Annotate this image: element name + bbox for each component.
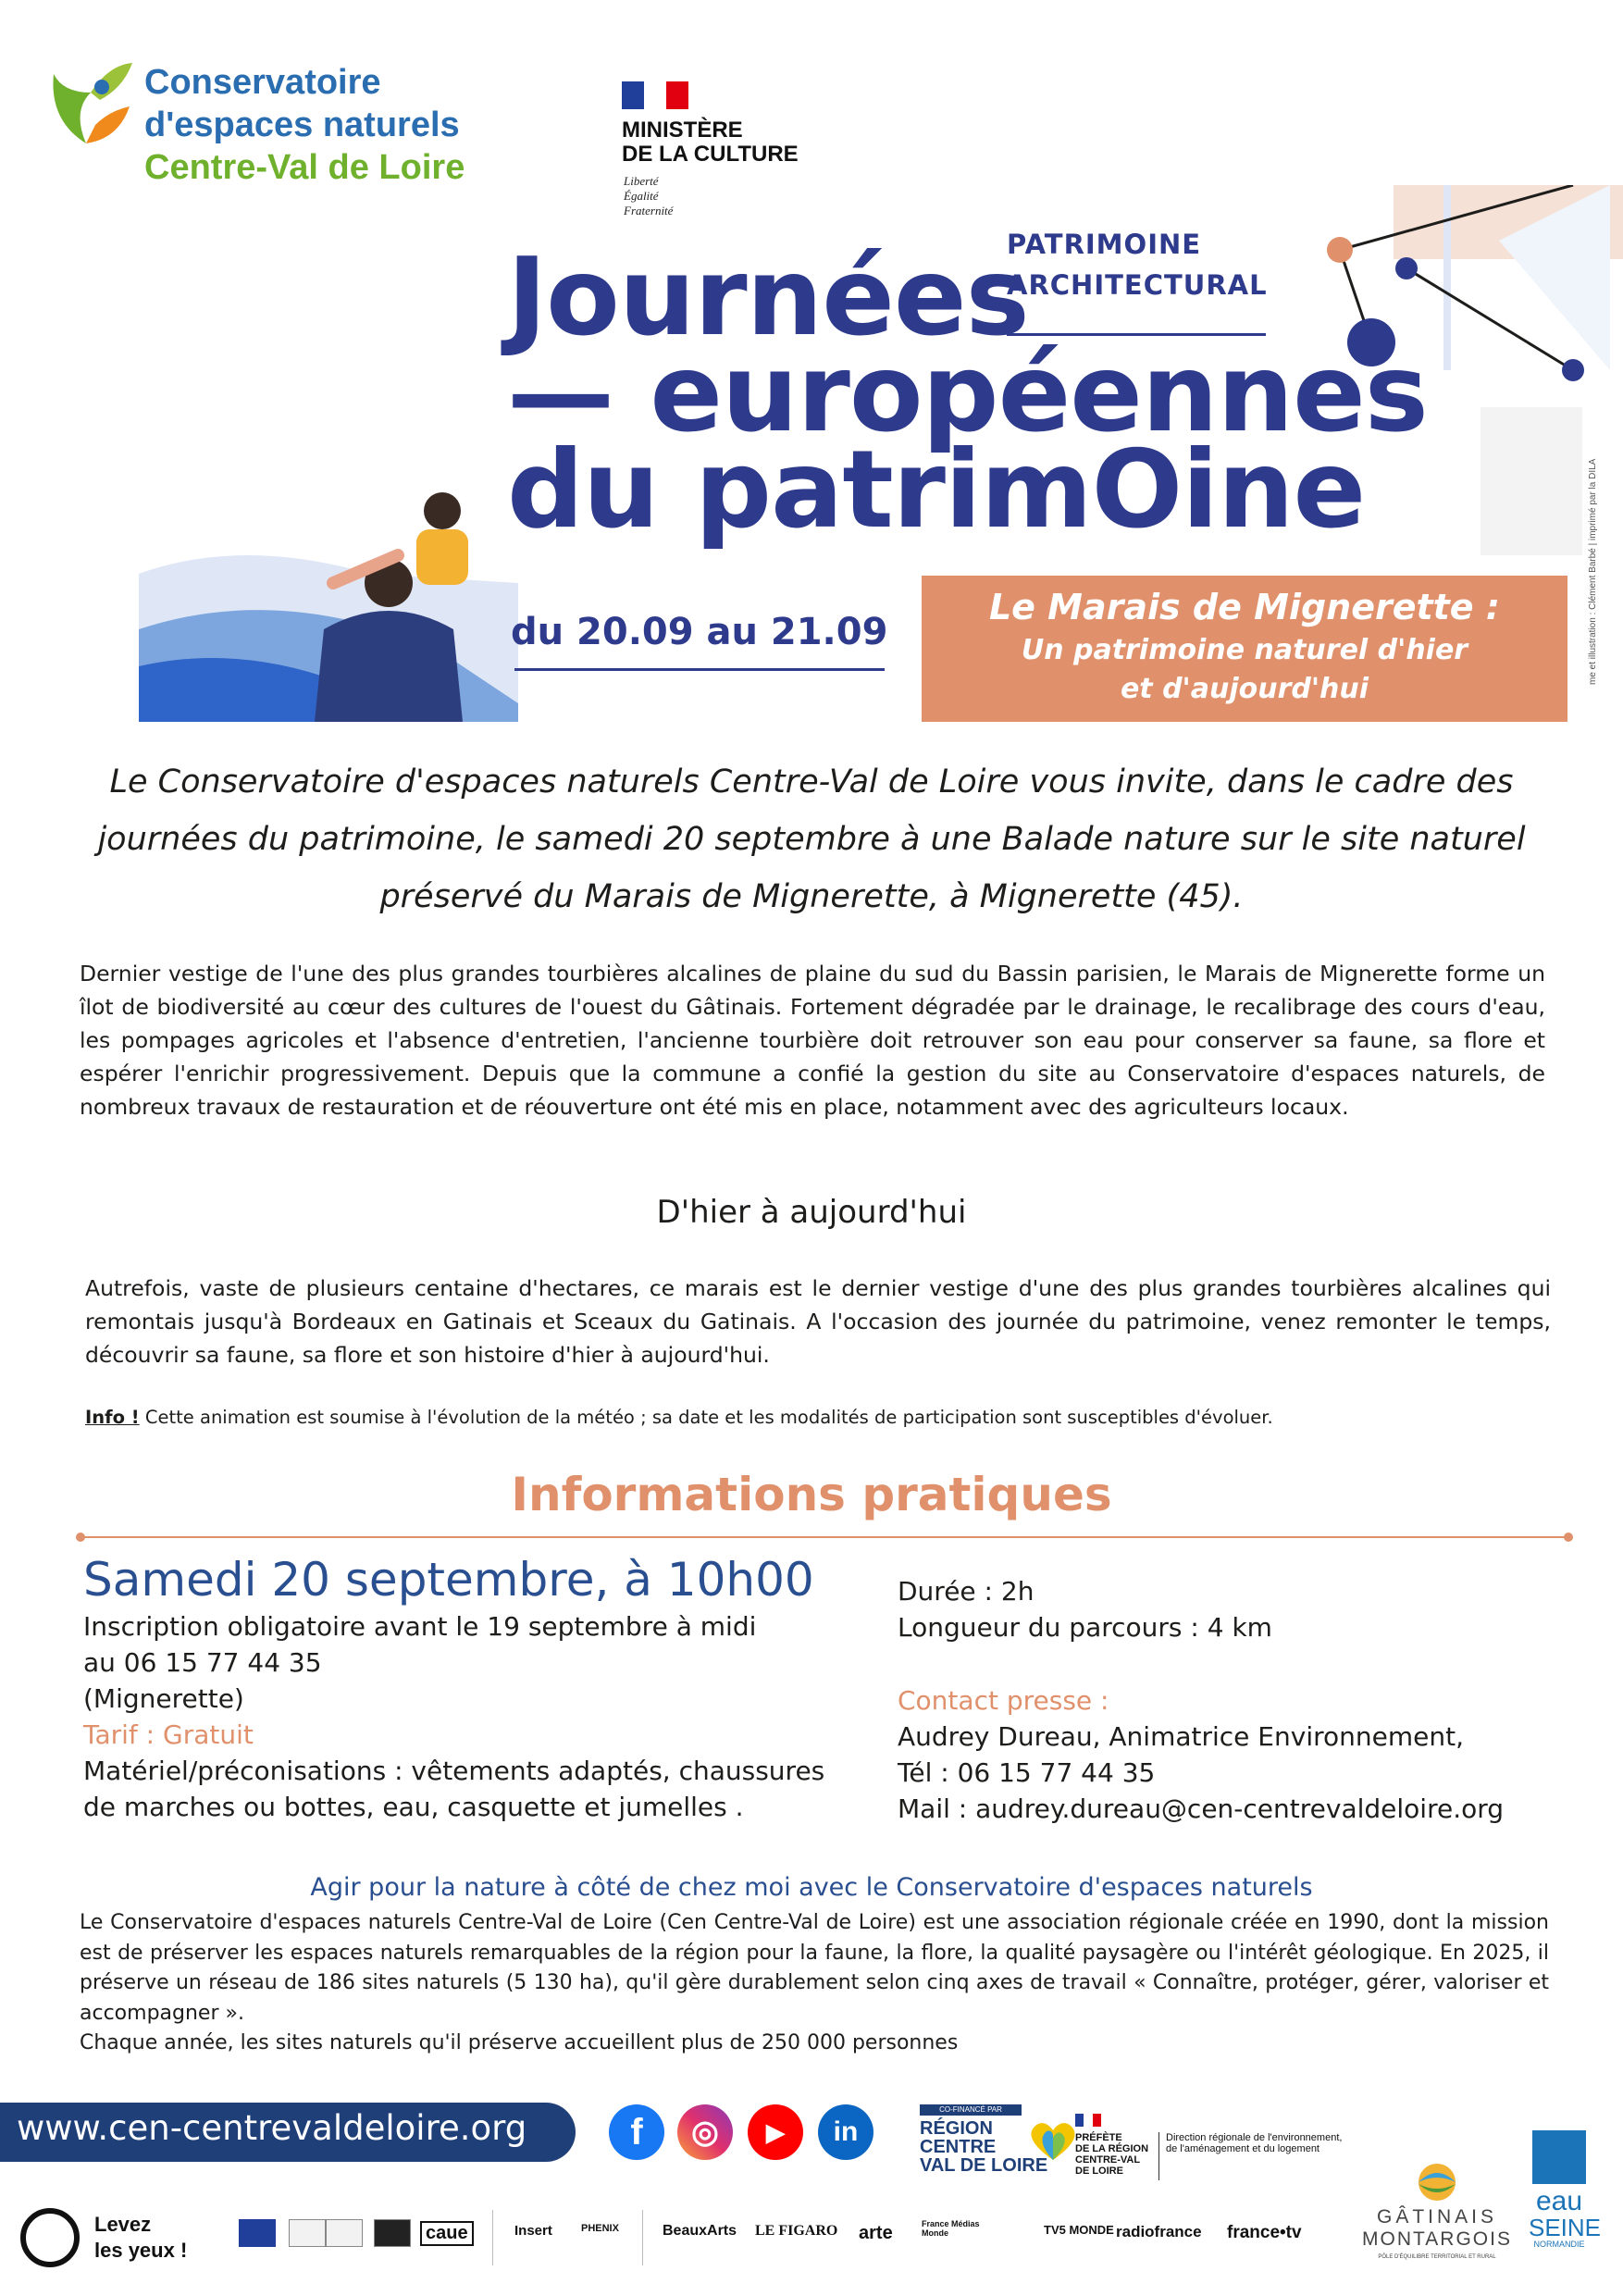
info-note xyxy=(85,1407,1273,1428)
eau-line1: eau xyxy=(1535,2186,1583,2216)
france-media-monde-logo: France Médias Monde xyxy=(922,2219,980,2238)
ministere-name xyxy=(622,118,799,167)
motto-liberte: Liberté xyxy=(624,174,659,188)
phenix-logo: PHENIX xyxy=(581,2223,619,2234)
about-heading: Agir pour la nature à côté de chez moi avec le Conservatoire d'espaces naturels xyxy=(310,1873,1313,1902)
cen-logo-line2: d'espaces naturels xyxy=(144,105,460,144)
practical-left-column xyxy=(83,1551,879,1825)
tv5-monde-logo: TV5 MONDE xyxy=(1044,2223,1114,2237)
ministere-line2: DE LA CULTURE xyxy=(622,142,799,167)
website-link[interactable] xyxy=(0,2103,576,2162)
partner-separator xyxy=(492,2210,493,2265)
event-subtitle-line1: Un patrimoine naturel d'hier xyxy=(1021,634,1468,666)
inscription-line1: Inscription obligatoire avant le 19 septembre à midi xyxy=(83,1611,757,1642)
region-heart-icon xyxy=(1027,2119,1079,2162)
event-place: (Mignerette) xyxy=(83,1683,244,1714)
contact-tel[interactable]: Tél : 06 15 77 44 35 xyxy=(898,1757,1156,1788)
gatinais-line2: MONTARGOIS xyxy=(1362,2228,1512,2250)
website-url[interactable]: www.cen-centrevaldeloire.org xyxy=(17,2108,527,2148)
region-line2: CENTRE xyxy=(920,2137,997,2157)
prefet-line1: PRÉFÈTE xyxy=(1075,2132,1122,2143)
beauxarts-logo: BeauxArts xyxy=(663,2223,737,2239)
event-subtitle xyxy=(922,631,1567,709)
about-text xyxy=(80,1908,1549,2059)
facebook-glyph: f xyxy=(630,2112,643,2153)
jep-subtitle-line2: ARCHITECTURAL xyxy=(1007,269,1268,301)
cen-logo-line1: Conservatoire xyxy=(144,63,381,102)
marianne-small-icon xyxy=(1075,2114,1101,2127)
duree: Durée : 2h xyxy=(898,1576,1035,1607)
contact-heading: Contact presse : xyxy=(898,1685,1109,1716)
gatinais-line3: PÔLE D'ÉQUILIBRE TERRITORIAL ET RURAL xyxy=(1378,2254,1496,2260)
region-line3: VAL DE LOIRE xyxy=(920,2155,1048,2176)
dreal-line2: de l'aménagement et du logement xyxy=(1166,2143,1319,2154)
eu-flag-icon xyxy=(239,2219,276,2247)
arte-logo: arte xyxy=(859,2223,893,2243)
eau-line3: NORMANDIE xyxy=(1533,2240,1585,2249)
event-title-box xyxy=(922,576,1567,722)
figaro-logo: LE FIGARO xyxy=(755,2223,838,2239)
caue-logo: caue xyxy=(420,2221,474,2246)
dreal-text xyxy=(1166,2132,1342,2154)
prefet-line2: DE LA RÉGION xyxy=(1075,2143,1149,2154)
jep-subtitle-line1: PATRIMOINE xyxy=(1007,229,1202,260)
inscription-line2: au 06 15 77 44 35 xyxy=(83,1647,322,1678)
prefet-line4: DE LOIRE xyxy=(1075,2166,1123,2177)
youtube-icon[interactable] xyxy=(748,2104,803,2160)
radiofrance-logo: radiofrance xyxy=(1116,2223,1202,2240)
info-label: Info ! xyxy=(85,1407,140,1428)
eau-line2: SEINE xyxy=(1529,2214,1602,2241)
contact-mail[interactable]: Mail : audrey.dureau@cen-centrevaldeloire.org xyxy=(898,1793,1505,1824)
region-line1: RÉGION xyxy=(920,2118,993,2139)
jep-title xyxy=(507,235,1428,552)
youtube-glyph: ▶ xyxy=(766,2118,785,2146)
materiel-line2: de marches ou bottes, eau, casquette et jumelles . xyxy=(83,1792,744,1822)
conseil-europe-icon xyxy=(326,2219,363,2247)
gatinais-line1: GÂTINAIS xyxy=(1376,2206,1498,2228)
levez-line2: les yeux ! xyxy=(94,2239,188,2262)
section-heading-hier: D'hier à aujourd'hui xyxy=(656,1194,967,1231)
prefet-separator xyxy=(1158,2132,1159,2180)
materiel-line1: Matériel/préconisations : vêtements adaptés, chaussures xyxy=(83,1756,825,1786)
intro-text: Le Conservatoire d'espaces naturels Centre-Val de Loire vous invite, dans le cadre des journées du patrimoine, le samedi 20 septembre à une Balade nature sur le site naturel préservé du Marais de Mignerette, à Mignerette (45). xyxy=(97,763,1526,915)
eau-emblem-icon xyxy=(1532,2130,1586,2184)
tarif-label: Tarif xyxy=(83,1719,138,1750)
contact-name: Audrey Dureau, Animatrice Environnement, xyxy=(898,1721,1464,1752)
jep-title-line2: — européennes xyxy=(507,331,1428,456)
eye-icon xyxy=(20,2208,80,2267)
ministere-line1: MINISTÈRE xyxy=(622,118,743,143)
motto-fraternite: Fraternité xyxy=(624,204,674,217)
levez-les-yeux-logo xyxy=(20,2204,215,2271)
practical-right-column xyxy=(898,1573,1582,1827)
dates-underline xyxy=(514,668,885,671)
prefet-line3: CENTRE-VAL xyxy=(1075,2154,1141,2166)
paragraph-hier: Autrefois, vaste de plusieurs centaine d'hectares, ce marais est le dernier vestige d'une des plus grandes tourbières alcalines qui remontais jusqu'à Bordeaux en Gatinais et Sceaux du Gatinais. A l'occasion des journée du patrimoine, venez remonter le temps, découvrir sa faune, sa flore et son histoire d'hier à aujourd'hui. xyxy=(85,1275,1551,1368)
about-text-2: Chaque année, les sites naturels qu'il préserve accueillent plus de 250 000 personnes xyxy=(80,2031,959,2054)
cen-bird-icon xyxy=(44,56,137,157)
instagram-icon[interactable] xyxy=(677,2104,733,2160)
jep-title-line3: du patrimOine xyxy=(507,428,1366,552)
levez-line1: Levez xyxy=(94,2213,152,2236)
illustration-credit: me et illustration : Clément Barbé | imprimé par la DILA xyxy=(1588,458,1598,685)
jep-dates: du 20.09 au 21.09 xyxy=(511,611,888,653)
gatinais-montargois-logo xyxy=(1358,2160,1516,2280)
insert-logo: Insert xyxy=(514,2223,552,2239)
motto-egalite: Égalité xyxy=(624,189,659,203)
cen-logo-line3: Centre-Val de Loire xyxy=(144,148,465,187)
gatinais-emblem-icon xyxy=(1409,2160,1465,2203)
tarif xyxy=(83,1717,879,1753)
linkedin-glyph: in xyxy=(833,2116,859,2147)
unesco-icon xyxy=(374,2219,411,2247)
region-cofinance-tag: CO-FINANCÉ PAR xyxy=(920,2104,1022,2116)
tarif-value: : Gratuit xyxy=(137,1719,254,1750)
event-date: Samedi 20 septembre, à 10h00 xyxy=(83,1553,814,1607)
marianne-flag-icon xyxy=(622,81,688,109)
linkedin-icon[interactable] xyxy=(818,2104,873,2160)
info-text: Cette animation est soumise à l'évolution de la météo ; sa date et les modalités de participation sont susceptibles d'évoluer. xyxy=(139,1407,1273,1428)
prefet-dreal-logo xyxy=(1075,2110,1381,2203)
eau-seine-normandie-logo xyxy=(1529,2130,1602,2288)
practical-divider xyxy=(80,1536,1569,1538)
ministere-small-logo-icon xyxy=(289,2219,326,2247)
paragraph-marais: Dernier vestige de l'une des plus grandes tourbières alcalines de plaine du sud du Bassin parisien, le Marais de Mignerette forme un îlot de biodiversité au cœur des cultures de l'ouest du Gâtinais. Fortement dégradée par le drainage, le recalibrage des cours d'eau, les pompages agricoles et l'absence d'entretien, l'ancienne tourbière doit retrouver son eau pour conserver sa faune, sa flore et espérer l'enrichir progressivement. Depuis que la commune a confié la gestion du site au Conservatoire d'espaces naturels, de nombreux travaux de restauration et de réouverture ont été mis en place, notamment avec des agriculteurs locaux. xyxy=(80,961,1545,1120)
partner-separator xyxy=(642,2210,643,2265)
instagram-glyph: ◎ xyxy=(691,2115,719,2150)
francetv-logo: france•tv xyxy=(1227,2223,1302,2242)
practical-heading: Informations pratiques xyxy=(511,1468,1112,1521)
cen-logo xyxy=(44,52,526,200)
event-subtitle-line2: et d'aujourd'hui xyxy=(1120,673,1369,705)
prefet-text xyxy=(1075,2132,1148,2177)
event-title: Le Marais de Mignerette : xyxy=(988,587,1501,627)
about-text-1: Le Conservatoire d'espaces naturels Centre-Val de Loire (Cen Centre-Val de Loire) est une association régionale créée en 1990, dont la mission est de préserver les espaces naturels remarquables de la région pour la faune, la flore, la qualité paysagère ou l'intérêt géologique. En 2025, il préserve un réseau de 186 sites naturels (5 130 ha), qu'il gère durablement selon cinq axes de travail « Connaître, protéger, gérer, valoriser et accompagner ». xyxy=(80,1911,1549,2025)
longueur: Longueur du parcours : 4 km xyxy=(898,1612,1272,1643)
partner-logos-strip xyxy=(0,2191,1351,2284)
jep-title-line1: Journées xyxy=(507,235,1029,360)
facebook-icon[interactable] xyxy=(609,2104,664,2160)
dreal-line1: Direction régionale de l'environnement, xyxy=(1166,2132,1343,2143)
levez-text xyxy=(94,2212,187,2264)
